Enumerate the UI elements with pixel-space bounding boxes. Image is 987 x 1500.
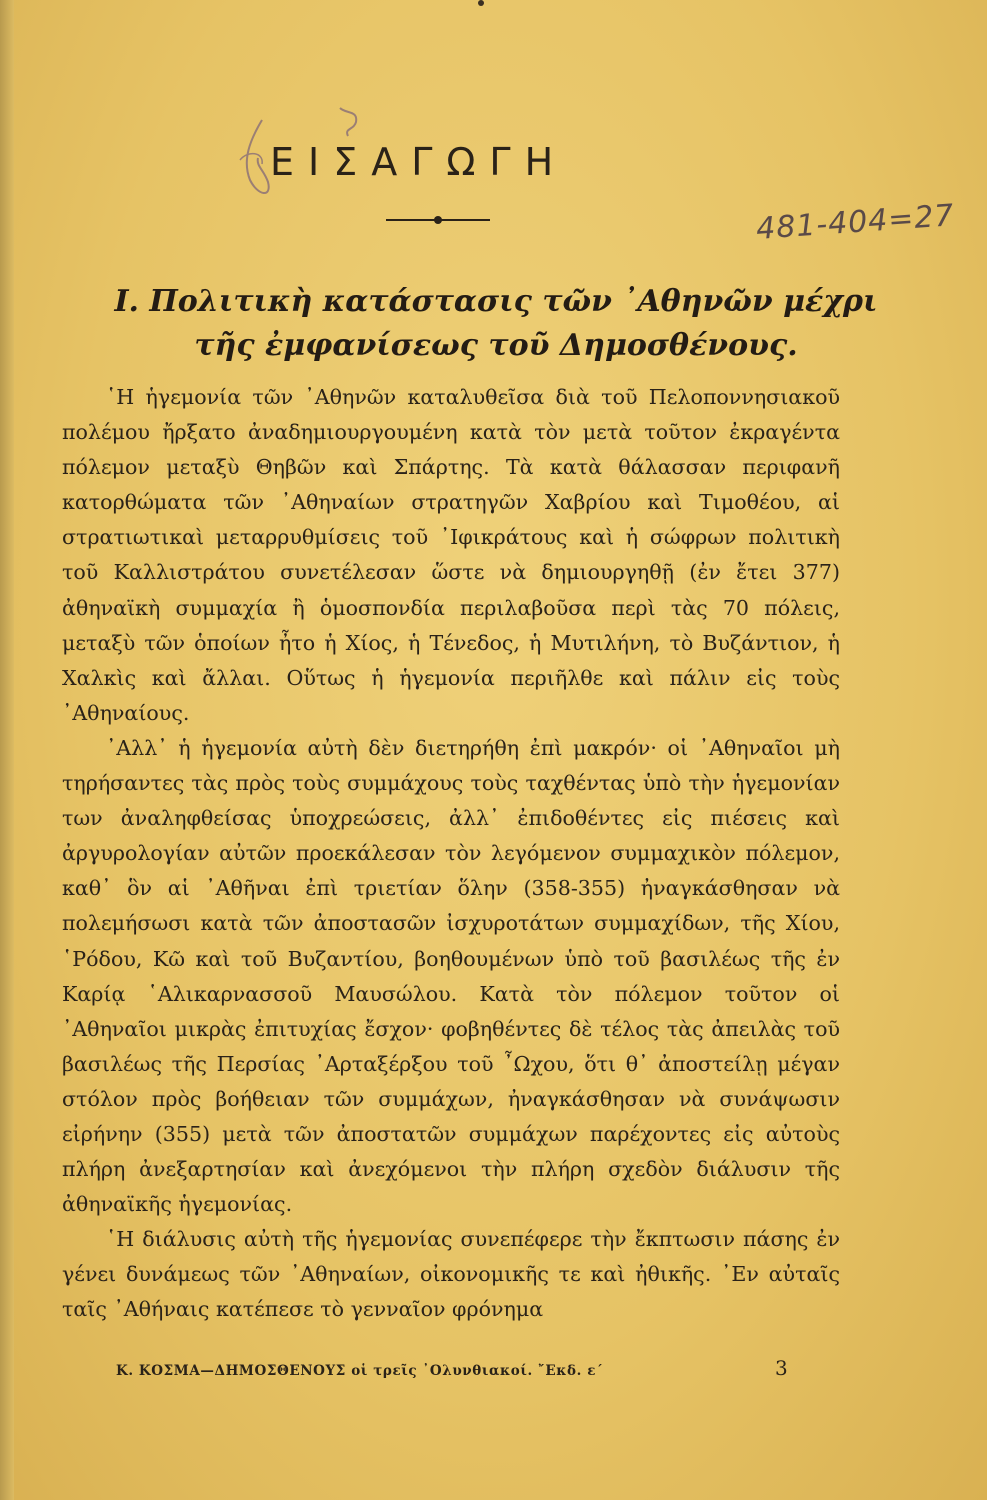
paragraph: ᾿Αλλ᾿ ἡ ἡγεμονία αὐτὴ δὲν διετηρήθη ἐπὶ μακρόν· οἱ ᾿Αθηναῖοι μὴ τηρήσαντες τὰς πρὸς τοὺς συμμάχους τοὺς ταχθέντας ὑπὸ τὴν ἡγεμονίαν των ἀναληφθείσας ὑποχρεώσεις, ἀλλ᾿ ἐπιδοθέντες εἰς πιέσεις καὶ ἀργυρολογίαν αὐτῶν προεκάλεσαν τὸν λεγόμενον συμμαχικὸν πόλεμον, καθ᾿ ὃν αἱ ᾿Αθῆναι ἐπὶ τριετίαν ὅλην (358-355) ἠναγκάσθησαν νὰ πολεμήσωσι κατὰ τῶν ἀποστασῶν ἰσχυροτάτων συμμαχίδων, τῆς Χίου, ῾Ρόδου, Κῶ καὶ τοῦ Βυζαντίου, βοηθουμένων ὑπὸ τοῦ βασιλέως τῆς ἐν Καρίᾳ ῾Αλικαρνασσοῦ Μαυσώλου. Κατὰ τὸν πόλεμον τοῦτον οἱ ᾿Αθηναῖοι μικρὰς ἐπιτυχίας ἔσχον· φοβηθέντες δὲ τέλος τὰς ἀπειλὰς τοῦ βασιλέως τῆς Περσίας ᾿Αρταξέρξου τοῦ ῏Ωχου, ὅτι θ᾿ ἀποστείλῃ μέγαν στόλον πρὸς βοήθειαν τῶν συμμάχων, ἠναγκάσθησαν νὰ συνάψωσιν εἰρήνην (355) μετὰ τῶν ἀποστατῶν συμμάχων παρέχοντες εἰς αὐτοὺς πλήρη ἀνεξαρτησίαν καὶ ἀνεχόμενοι τὴν πλήρη σχεδὸν διάλυσιν τῆς ἀθηναϊκῆς ἡγεμονίας.	[62, 735, 840, 1217]
chapter-title: ΕΙΣΑΓΩΓΗ	[270, 140, 568, 184]
ink-spot	[478, 0, 484, 6]
body-text	[62, 380, 840, 1328]
paragraph: ῾Η διάλυσις αὐτὴ τῆς ἡγεμονίας συνεπέφερε τὴν ἔκπτωσιν πάσης ἐν γένει δυνάμεως τῶν ᾿Αθηναίων, οἰκονομικῆς τε καὶ ἠθικῆς. ᾿Εν αὐταῖς ταῖς ᾿Αθήναις κατέπεσε τὸ γενναῖον φρόνημα	[62, 1227, 840, 1322]
title-divider	[386, 215, 490, 225]
page-footer: Κ. ΚΟΣΜΑ—ΔΗΜΟΣΘΕΝΟΥΣ οἱ τρεῖς ᾿Ολυνθιακοί. ῎Εκδ. ε´	[116, 1363, 604, 1379]
page-edge	[0, 0, 14, 1500]
handwritten-note: 481-404=27	[755, 198, 956, 247]
paragraph: ῾Η ἡγεμονία τῶν ᾿Αθηνῶν καταλυθεῖσα διὰ τοῦ Πελοποννησιακοῦ πολέμου ἤρξατο ἀναδημιουργουμένη κατὰ τὸν μετὰ τοῦτον ἐκραγέντα πόλεμον μεταξὺ Θηβῶν καὶ Σπάρτης. Τὰ κατὰ θάλασσαν περιφανῆ κατορθώματα τῶν ᾿Αθηναίων στρατηγῶν Χαβρίου καὶ Τιμοθέου, αἱ στρατιωτικαὶ μεταρρυθμίσεις τοῦ ᾿Ιφικράτους καὶ ἡ σώφρων πολιτικὴ τοῦ Καλλιστράτου συνετέλεσαν ὥστε νὰ δημιουργηθῇ (ἐν ἔτει 377) ἀθηναϊκὴ συμμαχία ἢ ὁμοσπονδία περιλαβοῦσα περὶ τὰς 70 πόλεις, μεταξὺ τῶν ὁποίων ἦτο ἡ Χίος, ἡ Τένεδος, ἡ Μυτιλήνη, τὸ Βυζάντιον, ἡ Χαλκὶς καὶ ἄλλαι. Οὕτως ἡ ἡγεμονία περιῆλθε καὶ πάλιν εἰς τοὺς ᾿Αθηναίους.	[62, 385, 840, 725]
section-heading: Ι. Πολιτικὴ κατάστασις τῶν ᾿Αθηνῶν μέχρι τῆς ἐμφανίσεως τοῦ Δημοσθένους.	[114, 284, 878, 363]
page-number: 3	[775, 1356, 788, 1380]
